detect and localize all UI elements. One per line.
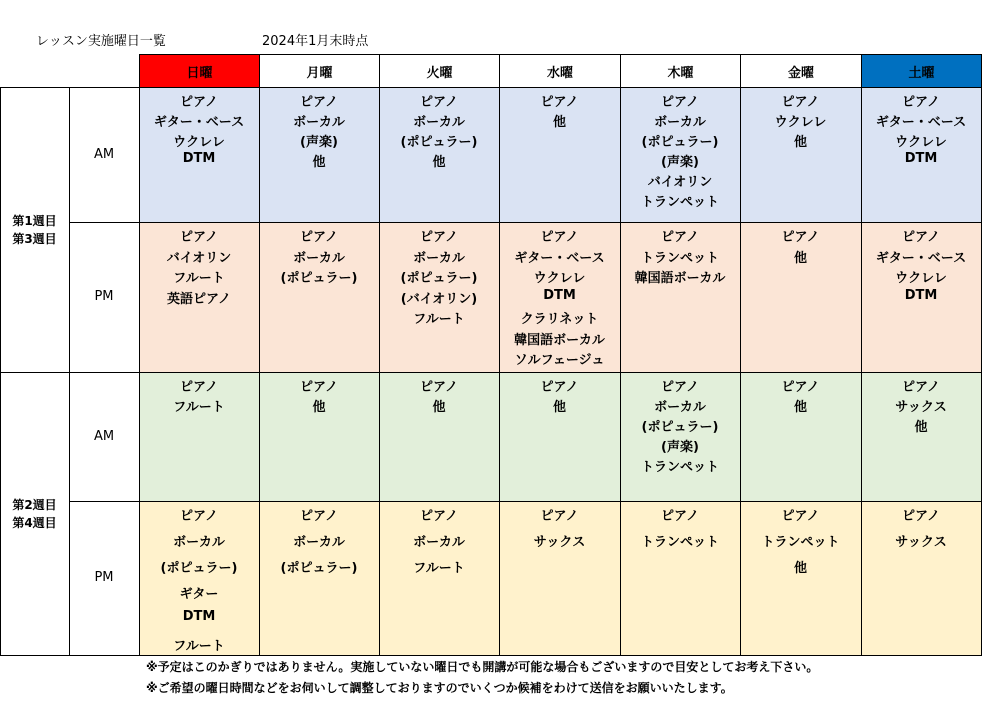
grid-line [0,87,982,88]
lesson-item: ウクレレ [895,135,947,150]
schedule-cell [861,372,981,501]
schedule-cell [740,87,861,222]
lesson-item: フルート [413,312,465,327]
lesson-item: DTM [543,287,576,303]
lesson-item: ピアノ [420,380,458,395]
schedule-cell [139,372,259,501]
page-title: レッスン実施曜日一覧 [36,34,166,49]
lesson-item: 他 [552,115,566,130]
lesson-item: バイオリン [647,175,713,190]
lesson-item: ピアノ [902,380,940,395]
lesson-item: (ポピュラー) [280,561,358,576]
grid-line [0,655,982,656]
schedule-cell [379,87,499,222]
lesson-item: フルート [173,400,225,415]
lesson-item: ピアノ [781,380,820,395]
schedule-cell [139,501,259,655]
lesson-item: ピアノ [902,95,940,110]
lesson-item: ボーカル [413,535,465,550]
lesson-item: ピアノ [661,380,699,395]
lesson-item: 他 [793,561,807,576]
lesson-item: ピアノ [902,509,940,524]
lesson-item: ピアノ [540,509,579,524]
lesson-item: トランペット [640,250,719,266]
lesson-item: (声楽) [300,135,338,150]
lesson-item: ピアノ [540,230,579,245]
lesson-item: フルート [173,271,225,286]
lesson-item: (ポピュラー) [400,135,478,150]
day-header: 月曜 [259,54,380,88]
schedule-cell [620,222,740,372]
lesson-item: 英語ピアノ [167,291,231,307]
period-label: AM [93,146,115,162]
lesson-item: ギター・ベース [875,115,967,130]
lesson-item: ボーカル [293,115,345,130]
lesson-item: ウクレレ [173,135,225,150]
lesson-item: ギター [179,587,219,602]
schedule-cell [259,87,379,222]
lesson-item: ピアノ [540,95,579,110]
lesson-item: 他 [793,400,807,415]
lesson-item: ピアノ [781,95,820,110]
schedule-cell [740,501,861,655]
lesson-item: ピアノ [420,230,458,245]
schedule-cell [861,501,981,655]
lesson-item: ボーカル [654,400,706,415]
schedule-cell [379,222,499,372]
lesson-item: トランペット [640,535,719,550]
grid-line [861,54,862,656]
footnote-2: ※ご希望の曜日時間などをお伺いして調整しておりますのでいくつか候補をわけて送信をお願いいたします。 [146,681,733,695]
lesson-item: トランペット [640,195,719,210]
day-header: 火曜 [379,54,500,88]
lesson-item: (ポピュラー) [641,420,719,435]
lesson-item: (ポピュラー) [160,561,238,576]
lesson-item: 他 [793,250,807,266]
schedule-cell [740,222,861,372]
lesson-item: (ポピュラー) [280,271,358,286]
schedule-cell [259,222,379,372]
lesson-item: ギター・ベース [514,250,605,266]
day-header: 日曜 [139,54,260,88]
lesson-item: ウクレレ [774,115,827,130]
schedule-cell [861,222,981,372]
lesson-item: サックス [895,535,947,550]
lesson-item: (バイオリン) [400,291,478,307]
lesson-item: ウクレレ [533,271,586,286]
lesson-item: 他 [793,135,807,150]
period-label: PM [94,570,114,585]
lesson-item: ピアノ [180,95,218,110]
lesson-item: 他 [432,400,446,415]
lesson-item: ピアノ [902,230,940,245]
lesson-item: ピアノ [180,230,218,245]
lesson-item: 他 [312,155,326,170]
grid-line [379,54,380,656]
lesson-item: DTM [904,287,938,303]
day-header: 金曜 [740,54,862,88]
grid-line [69,222,982,223]
schedule-cell [139,222,259,372]
lesson-item: フルート [173,639,225,654]
week-label: 第2週目 第4週目 [12,497,57,530]
schedule-cell [379,372,499,501]
grid-line [740,54,741,656]
lesson-item: ピアノ [781,509,820,524]
lesson-item: 韓国語ボーカル [634,271,726,286]
lesson-item: バイオリン [166,250,232,266]
lesson-item: ボーカル [413,115,465,130]
as-of-date: 2024年1月末時点 [262,34,369,49]
lesson-item: ピアノ [661,95,699,110]
lesson-item: ピアノ [300,230,338,245]
lesson-item: ピアノ [781,230,820,245]
lesson-item: ピアノ [300,380,338,395]
period-label: PM [94,289,114,304]
lesson-item: 韓国語ボーカル [514,332,605,348]
lesson-item: DTM [904,151,938,166]
grid-line [139,54,140,656]
week-label: 第1週目 第3週目 [12,213,57,246]
lesson-item: クラリネット [520,312,599,327]
lesson-item: ギター・ベース [153,115,245,130]
lesson-item: ピアノ [180,380,218,395]
schedule-cell [620,501,740,655]
lesson-item: ボーカル [173,535,225,550]
day-header: 水曜 [499,54,621,88]
lesson-item: ウクレレ [895,271,947,286]
lesson-item: サックス [895,400,947,415]
schedule-cell [259,501,379,655]
lesson-item: 他 [432,155,446,170]
grid-line [139,54,982,55]
grid-line [0,372,982,373]
lesson-item: ボーカル [293,250,345,266]
lesson-item: DTM [182,151,216,166]
schedule-cell [620,372,740,501]
lesson-item: サックス [533,535,586,550]
schedule-cell [740,372,861,501]
lesson-item: フルート [413,561,465,576]
grid-line [259,54,260,656]
schedule-cell [139,87,259,222]
grid-line [499,54,500,656]
lesson-item: 他 [914,420,928,435]
lesson-item: ピアノ [180,509,218,524]
schedule-cell [499,501,620,655]
period-label: AM [93,428,115,444]
lesson-item: ピアノ [300,95,338,110]
schedule-cell [620,87,740,222]
lesson-item: ピアノ [300,509,338,524]
lesson-item: ピアノ [661,509,699,524]
footnote-1: ※予定はこのかぎりではありません。実施していない曜日でも開講が可能な場合もございますので目安としてお考え下さい。 [146,660,819,674]
lesson-item: (声楽) [661,155,699,170]
schedule-cell [379,501,499,655]
day-header: 土曜 [861,54,982,88]
grid-line [620,54,621,656]
lesson-item: ピアノ [420,95,458,110]
schedule-cell [259,372,379,501]
lesson-item: トランペット [640,460,719,475]
day-header: 木曜 [620,54,741,88]
lesson-item: ボーカル [293,535,345,550]
schedule-cell [499,87,620,222]
lesson-item: DTM [182,609,216,624]
lesson-item: トランペット [761,535,840,550]
schedule-cell [499,222,620,372]
schedule-cell [499,372,620,501]
grid-line [69,87,70,656]
grid-line [0,87,1,656]
lesson-item: (ポピュラー) [641,135,719,150]
lesson-item: ピアノ [540,380,579,395]
lesson-item: 他 [552,400,566,415]
lesson-item: ボーカル [654,115,706,130]
lesson-item: ピアノ [661,230,699,245]
lesson-item: 他 [312,400,326,415]
lesson-item: ソルフェージュ [514,353,605,368]
lesson-item: (声楽) [661,440,699,455]
schedule-cell [861,87,981,222]
grid-line [981,54,982,656]
grid-line [69,501,982,502]
lesson-item: ボーカル [413,250,465,266]
lesson-item: (ポピュラー) [400,271,478,286]
lesson-item: ピアノ [420,509,458,524]
lesson-item: ギター・ベース [875,250,967,266]
